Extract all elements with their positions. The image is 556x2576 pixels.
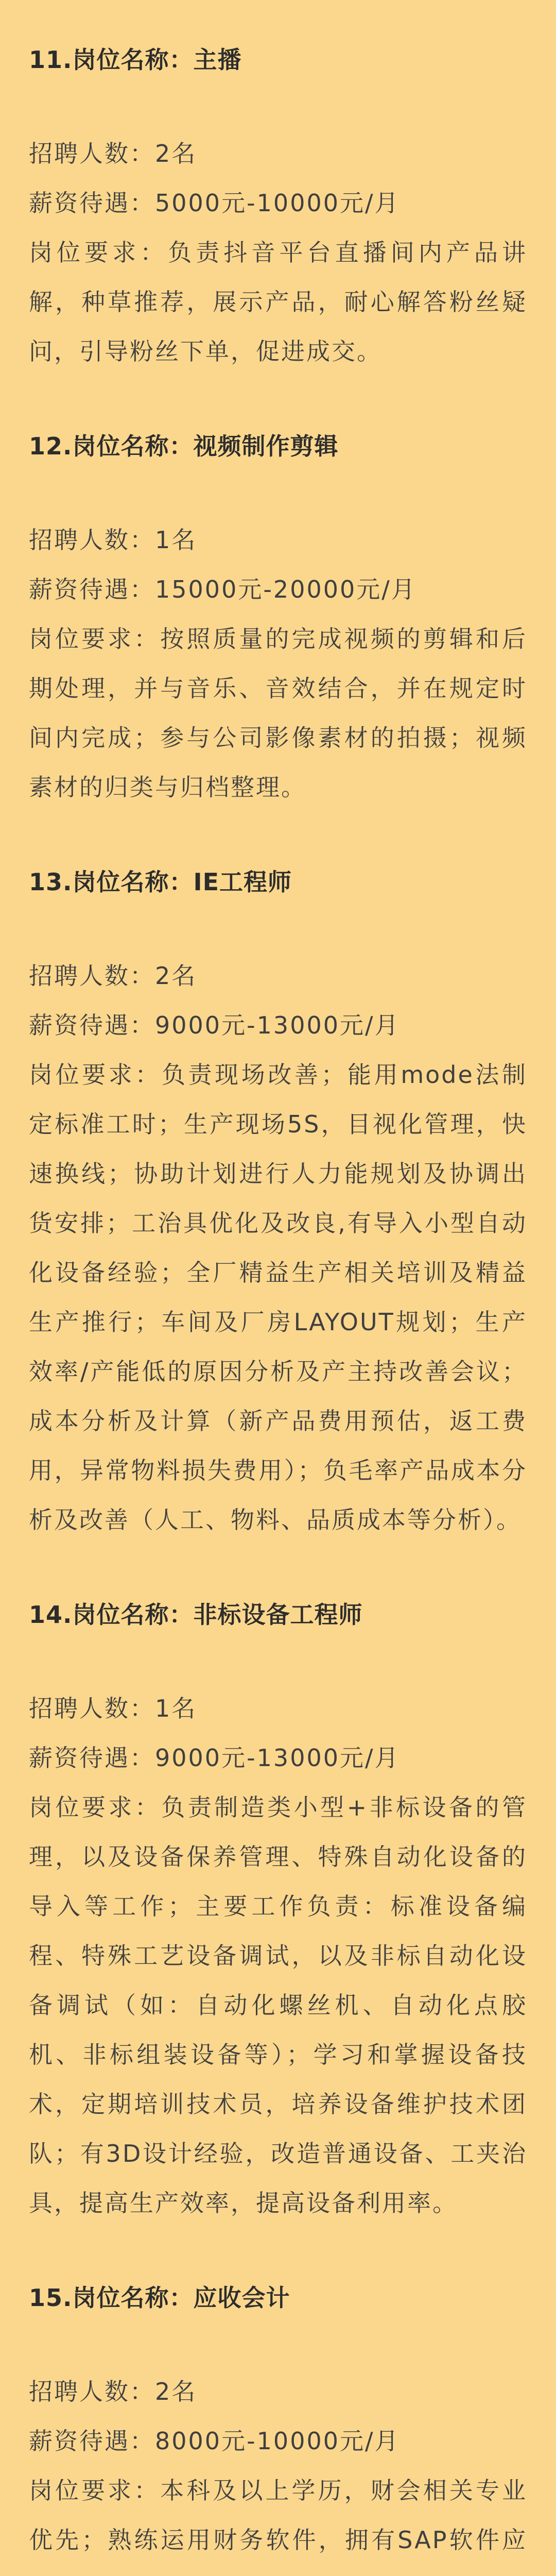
position-salary: 薪资待遇：9000元-13000元/月	[29, 1744, 400, 1772]
position-title: 15.岗位名称：应收会计	[29, 2284, 290, 2312]
position-requirement: 岗位要求：负责现场改善；能用mode法制定标准工时；生产现场5S，目视化管理，快速换线；协助计划进行人力能规划及协调出货安排；工治具优化及改良,有导入小型自动化设备经验；全厂精益生产相关培训及精益生产推行；车间及厂房LAYOUT规划；生产效率/产能低的原因分析及产主持改善会议；成本分析及计算（新产品费用预估，返工费用，异常物料损失费用）；负毛率产品成本分析及改善（人工、物料、品质成本等分析）。	[29, 1061, 527, 1534]
position-salary: 薪资待遇：8000元-10000元/月	[29, 2427, 400, 2455]
position-headcount: 招聘人数：2名	[29, 140, 197, 167]
position-title: 13.岗位名称：IE工程师	[29, 868, 292, 896]
position-salary: 薪资待遇：5000元-10000元/月	[29, 189, 400, 217]
position-headcount: 招聘人数：1名	[29, 1694, 197, 1722]
position-headcount: 招聘人数：2名	[29, 962, 197, 990]
position-title: 12.岗位名称：视频制作剪辑	[29, 432, 339, 460]
position-title: 14.岗位名称：非标设备工程师	[29, 1601, 363, 1629]
position-title: 11.岗位名称：主播	[29, 46, 242, 74]
position-section-13	[29, 853, 527, 1545]
position-section-15	[29, 2269, 527, 2576]
position-salary: 薪资待遇：9000元-13000元/月	[29, 1011, 400, 1039]
position-requirement: 岗位要求：按照质量的完成视频的剪辑和后期处理，并与音乐、音效结合，并在规定时间内完成；参与公司影像素材的拍摄；视频素材的归类与归档整理。	[29, 625, 527, 801]
position-requirement: 岗位要求：负责抖音平台直播间内产品讲解，种草推荐，展示产品，耐心解答粉丝疑问，引导粉丝下单，促进成交。	[29, 239, 527, 365]
position-requirement: 岗位要求：负责制造类小型+非标设备的管理，以及设备保养管理、特殊自动化设备的导入等工作；主要工作负责：标准设备编程、特殊工艺设备调试，以及非标自动化设备调试（如：自动化螺丝机、自动化点胶机、非标组装设备等）；学习和掌握设备技术，定期培训技术员，培养设备维护技术团队；有3D设计经验，改造普通设备、工夹治具，提高生产效率，提高设备利用率。	[29, 1793, 527, 2217]
position-section-12	[29, 417, 527, 812]
position-salary: 薪资待遇：15000元-20000元/月	[29, 575, 416, 603]
position-section-14	[29, 1586, 527, 2228]
position-requirement: 岗位要求：本科及以上学历，财会相关专业优先；熟练运用财务软件，拥有SAP软件应	[29, 2477, 527, 2554]
position-section-11	[29, 31, 527, 376]
position-headcount: 招聘人数：2名	[29, 2378, 197, 2405]
position-headcount: 招聘人数：1名	[29, 526, 197, 554]
